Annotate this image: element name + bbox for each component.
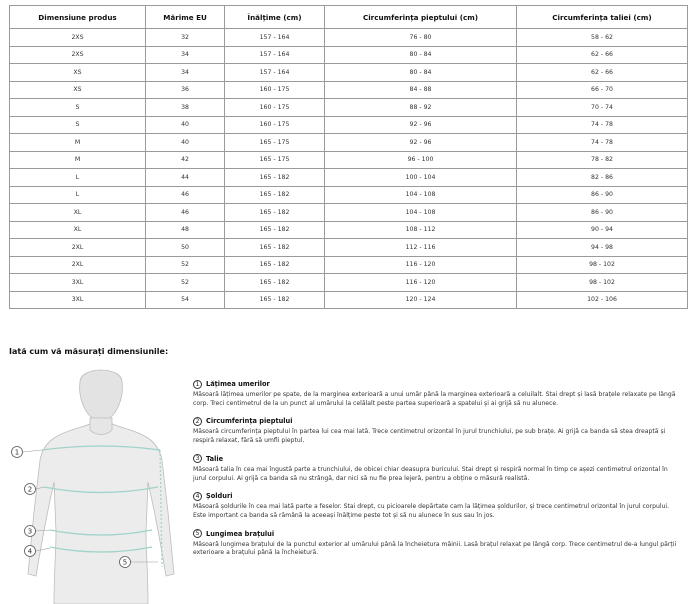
cell-product-size: S (10, 116, 146, 134)
svg-text:3: 3 (27, 527, 33, 536)
cell-product-size: 2XS (10, 46, 146, 64)
cell-eu-size: 36 (146, 81, 225, 99)
instruction-waist (193, 453, 683, 483)
svg-text:2: 2 (27, 485, 33, 494)
cell-chest: 80 - 84 (325, 46, 517, 64)
cell-waist: 98 - 102 (517, 274, 688, 292)
col-header-chest: Circumferința pieptului (cm) (325, 6, 517, 29)
instruction-arm-length (193, 528, 683, 558)
cell-height: 165 - 182 (225, 239, 325, 257)
cell-chest: 120 - 124 (325, 291, 517, 309)
cell-chest: 80 - 84 (325, 64, 517, 82)
cell-height: 160 - 175 (225, 116, 325, 134)
cell-waist: 62 - 66 (517, 64, 688, 82)
cell-product-size: 3XL (10, 291, 146, 309)
table-row (10, 204, 688, 222)
svg-text:5: 5 (122, 558, 128, 567)
instruction-text: Măsoară șoldurile în cea mai lată parte a feselor. Stai drept, cu picioarele depărtate cam la lățimea șoldurilor, și trece centimetrul orizontal în jurul corpului. Este important ca banda să rămână la aceeași înălțime peste tot și să nu alunece în sus sau în jos. (193, 503, 670, 519)
number-badge: 4 (193, 492, 202, 501)
cell-height: 165 - 182 (225, 204, 325, 222)
instruction-title: Lățimea umerilor (206, 380, 270, 388)
cell-eu-size: 48 (146, 221, 225, 239)
table-header-row (10, 6, 688, 29)
cell-waist: 94 - 98 (517, 239, 688, 257)
cell-product-size: 2XL (10, 239, 146, 257)
instruction-chest (193, 415, 683, 445)
cell-height: 160 - 175 (225, 81, 325, 99)
cell-product-size: 2XS (10, 29, 146, 47)
cell-product-size: M (10, 151, 146, 169)
cell-chest: 88 - 92 (325, 99, 517, 117)
col-header-height: Înălțime (cm) (225, 6, 325, 29)
cell-eu-size: 46 (146, 186, 225, 204)
cell-product-size: L (10, 186, 146, 204)
instruction-title: Lungimea brațului (206, 529, 275, 538)
cell-eu-size: 40 (146, 134, 225, 152)
cell-eu-size: 44 (146, 169, 225, 187)
number-badge: 3 (193, 454, 202, 463)
table-row (10, 64, 688, 82)
cell-eu-size: 38 (146, 99, 225, 117)
svg-text:1: 1 (14, 448, 20, 457)
cell-chest: 84 - 88 (325, 81, 517, 99)
cell-product-size: XL (10, 221, 146, 239)
cell-chest: 112 - 116 (325, 239, 517, 257)
cell-height: 165 - 175 (225, 134, 325, 152)
cell-waist: 86 - 90 (517, 204, 688, 222)
cell-height: 160 - 175 (225, 99, 325, 117)
instruction-title: Șolduri (206, 492, 233, 501)
instruction-title: Circumferința pieptului (206, 417, 293, 426)
silhouette (28, 370, 174, 604)
instruction-text: Măsoară lățimea umerilor pe spate, de la marginea exterioară a unui umăr până la marginea exterioară a celuilalt. Stai drept și lasă brațele relaxate pe lângă corp. Treci centimetrul de la un punct al umărului la celălalt peste partea superioară a spatelui și ai grijă să nu alunece. (193, 391, 676, 407)
cell-eu-size: 50 (146, 239, 225, 257)
cell-chest: 116 - 120 (325, 274, 517, 292)
cell-height: 165 - 182 (225, 256, 325, 274)
number-badge: 2 (193, 417, 202, 426)
cell-height: 165 - 182 (225, 186, 325, 204)
table-row (10, 134, 688, 152)
cell-chest: 104 - 108 (325, 186, 517, 204)
cell-height: 165 - 182 (225, 221, 325, 239)
col-header-eu-size: Mărime EU (146, 6, 225, 29)
table-body (10, 29, 688, 309)
table-row (10, 116, 688, 134)
number-badge: 1 (193, 380, 202, 389)
cell-eu-size: 54 (146, 291, 225, 309)
cell-chest: 108 - 112 (325, 221, 517, 239)
cell-chest: 116 - 120 (325, 256, 517, 274)
table-row (10, 256, 688, 274)
instruction-text: Măsoară talia în cea mai îngustă parte a trunchiului, de obicei chiar deasupra buricului. Stai drept și respiră normal în timp ce așezi centimetrul orizontal în jurul corpului. Ai grijă ca banda să nu strângă, dar nici să nu fie prea lejeră, pentru a obține o măsură realistă. (193, 465, 668, 482)
cell-product-size: S (10, 99, 146, 117)
cell-waist: 90 - 94 (517, 221, 688, 239)
cell-eu-size: 46 (146, 204, 225, 222)
svg-text:4: 4 (27, 547, 33, 556)
cell-chest: 92 - 96 (325, 116, 517, 134)
cell-waist: 66 - 70 (517, 81, 688, 99)
cell-product-size: XS (10, 81, 146, 99)
cell-height: 165 - 182 (225, 291, 325, 309)
cell-waist: 58 - 62 (517, 29, 688, 47)
cell-eu-size: 32 (146, 29, 225, 47)
cell-eu-size: 34 (146, 64, 225, 82)
cell-product-size: M (10, 134, 146, 152)
cell-waist: 70 - 74 (517, 99, 688, 117)
table-row (10, 221, 688, 239)
table-row (10, 81, 688, 99)
cell-waist: 74 - 78 (517, 134, 688, 152)
cell-chest: 104 - 108 (325, 204, 517, 222)
table-row (10, 186, 688, 204)
cell-eu-size: 40 (146, 116, 225, 134)
table-row (10, 46, 688, 64)
cell-eu-size: 52 (146, 256, 225, 274)
col-header-product-size: Dimensiune produs (10, 6, 146, 29)
cell-eu-size: 42 (146, 151, 225, 169)
table-row (10, 151, 688, 169)
instruction-shoulder-width (193, 378, 683, 408)
cell-waist: 102 - 106 (517, 291, 688, 309)
measurement-instructions (193, 378, 683, 565)
cell-height: 157 - 164 (225, 46, 325, 64)
cell-height: 165 - 182 (225, 274, 325, 292)
size-chart-table (9, 5, 688, 309)
cell-product-size: XS (10, 64, 146, 82)
cell-chest: 100 - 104 (325, 169, 517, 187)
cell-waist: 78 - 82 (517, 151, 688, 169)
cell-product-size: 3XL (10, 274, 146, 292)
figure-marker-1 (12, 447, 43, 458)
cell-waist: 86 - 90 (517, 186, 688, 204)
cell-chest: 76 - 80 (325, 29, 517, 47)
cell-waist: 74 - 78 (517, 116, 688, 134)
instruction-hips (193, 490, 683, 520)
cell-waist: 62 - 66 (517, 46, 688, 64)
table-row (10, 99, 688, 117)
table-row (10, 29, 688, 47)
table-row (10, 274, 688, 292)
col-header-waist: Circumferința taliei (cm) (517, 6, 688, 29)
cell-chest: 96 - 100 (325, 151, 517, 169)
body-measurement-figure (8, 362, 180, 604)
table-row (10, 239, 688, 257)
cell-chest: 92 - 96 (325, 134, 517, 152)
cell-eu-size: 52 (146, 274, 225, 292)
cell-height: 157 - 164 (225, 29, 325, 47)
number-badge: 5 (193, 529, 202, 538)
table-row (10, 291, 688, 309)
instruction-title: Talie (206, 454, 224, 463)
cell-product-size: XL (10, 204, 146, 222)
cell-eu-size: 34 (146, 46, 225, 64)
measure-section-title: Iată cum vă măsurați dimensiunile: (9, 347, 169, 356)
instruction-text: Măsoară circumferința pieptului în partea lui cea mai lată. Trece centimetrul orizontal în jurul trunchiului, pe sub brațe. Ai grijă ca banda să stea dreaptă și respiră relaxat, fără să umfli pieptul. (193, 428, 666, 445)
cell-product-size: 2XL (10, 256, 146, 274)
cell-waist: 82 - 86 (517, 169, 688, 187)
cell-height: 157 - 164 (225, 64, 325, 82)
cell-product-size: L (10, 169, 146, 187)
instruction-text: Măsoară lungimea brațului de la punctul exterior al umărului până la încheietura mâinii. Lasă brațul relaxat pe lângă corp. Trece centimetrul de-a lungul părții exterioare a brațului până la încheietură. (193, 540, 677, 557)
cell-waist: 98 - 102 (517, 256, 688, 274)
cell-height: 165 - 175 (225, 151, 325, 169)
cell-height: 165 - 182 (225, 169, 325, 187)
table-row (10, 169, 688, 187)
